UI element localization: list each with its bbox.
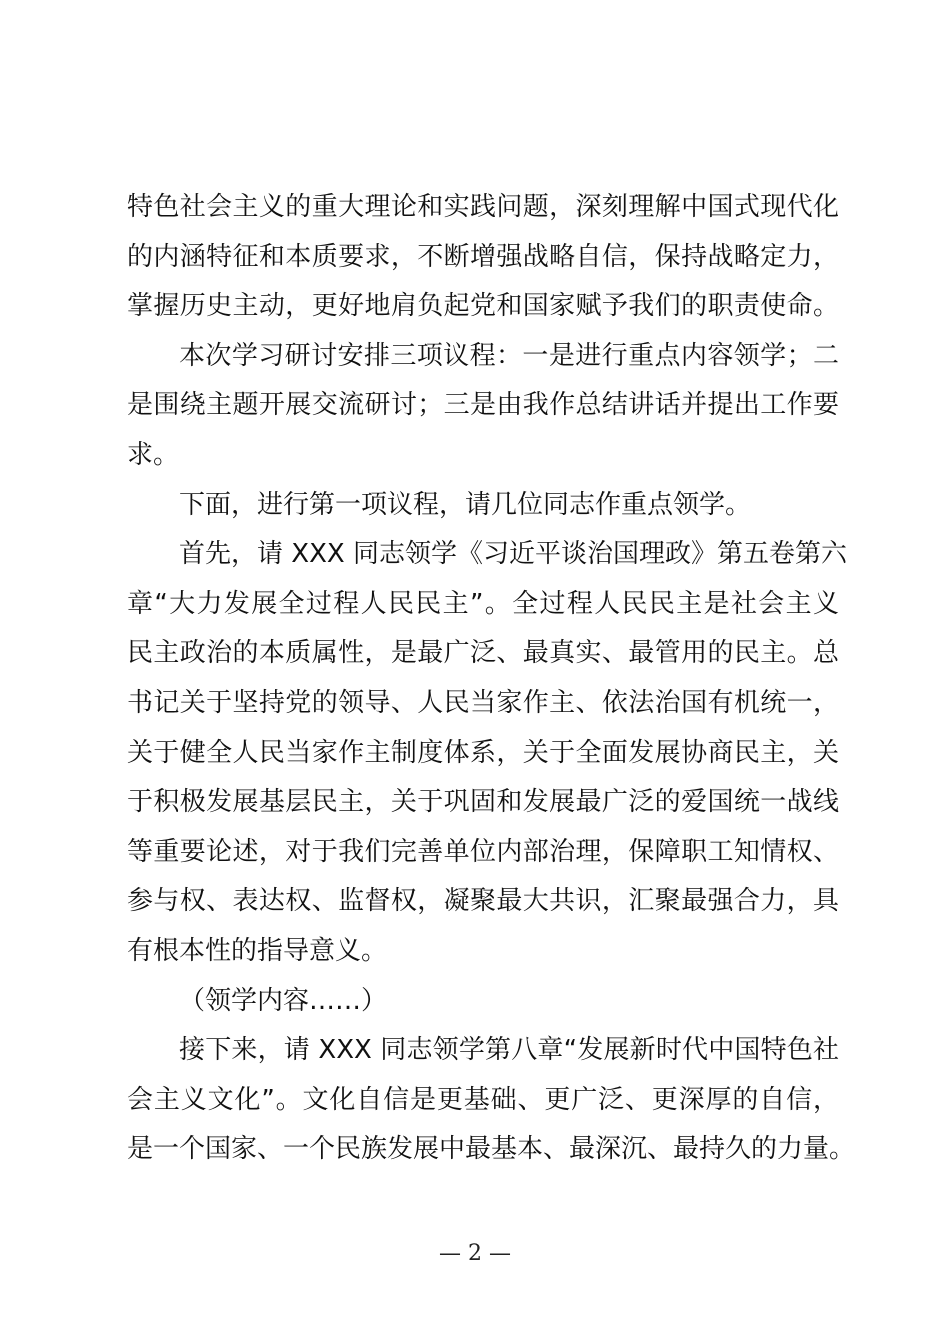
text-line: 章“大力发展全过程人民民主”。全过程人民民主是社会主义 <box>127 588 839 619</box>
text-line: 民主政治的本质属性，是最广泛、最真实、最管用的民主。总 <box>127 638 839 669</box>
text-line: 掌握历史主动，更好地肩负起党和国家赋予我们的职责使命。 <box>127 291 839 322</box>
page-number: — 2 — <box>439 1241 511 1266</box>
text-line: 参与权、表达权、监督权，凝聚最大共识，汇聚最强合力，具 <box>127 886 839 917</box>
text-line: 等重要论述，对于我们完善单位内部治理，保障职工知情权、 <box>127 836 839 867</box>
text-line: 求。 <box>127 439 180 470</box>
text-line: 有根本性的指导意义。 <box>127 935 388 966</box>
text-line: 会主义文化”。文化自信是更基础、更广泛、更深厚的自信， <box>127 1084 839 1115</box>
text-line: （领学内容……） <box>179 985 388 1016</box>
text-line: 的内涵特征和本质要求，不断增强战略自信，保持战略定力， <box>127 241 839 272</box>
text-line: 下面，进行第一项议程，请几位同志作重点领学。 <box>179 489 752 520</box>
text-line: 于积极发展基层民主，关于巩固和发展最广泛的爱国统一战线 <box>127 787 839 818</box>
text-line: 是一个国家、一个民族发展中最基本、最深沉、最持久的力量。 <box>127 1134 856 1165</box>
text-line: 是围绕主题开展交流研讨；三是由我作总结讲话并提出工作要 <box>127 390 839 421</box>
text-line: 接下来，请 XXX 同志领学第八章“发展新时代中国特色社 <box>179 1035 839 1066</box>
text-line: 书记关于坚持党的领导、人民当家作主、依法治国有机统一， <box>127 687 839 718</box>
text-line: 关于健全人民当家作主制度体系，关于全面发展协商民主，关 <box>127 737 839 768</box>
text-line: 首先，请 XXX 同志领学《习近平谈治国理政》第五卷第六 <box>179 539 847 570</box>
text-line: 本次学习研讨安排三项议程：一是进行重点内容领学；二 <box>179 340 839 371</box>
body-text <box>127 183 856 1175</box>
text-line: 特色社会主义的重大理论和实践问题，深刻理解中国式现代化 <box>127 192 839 222</box>
